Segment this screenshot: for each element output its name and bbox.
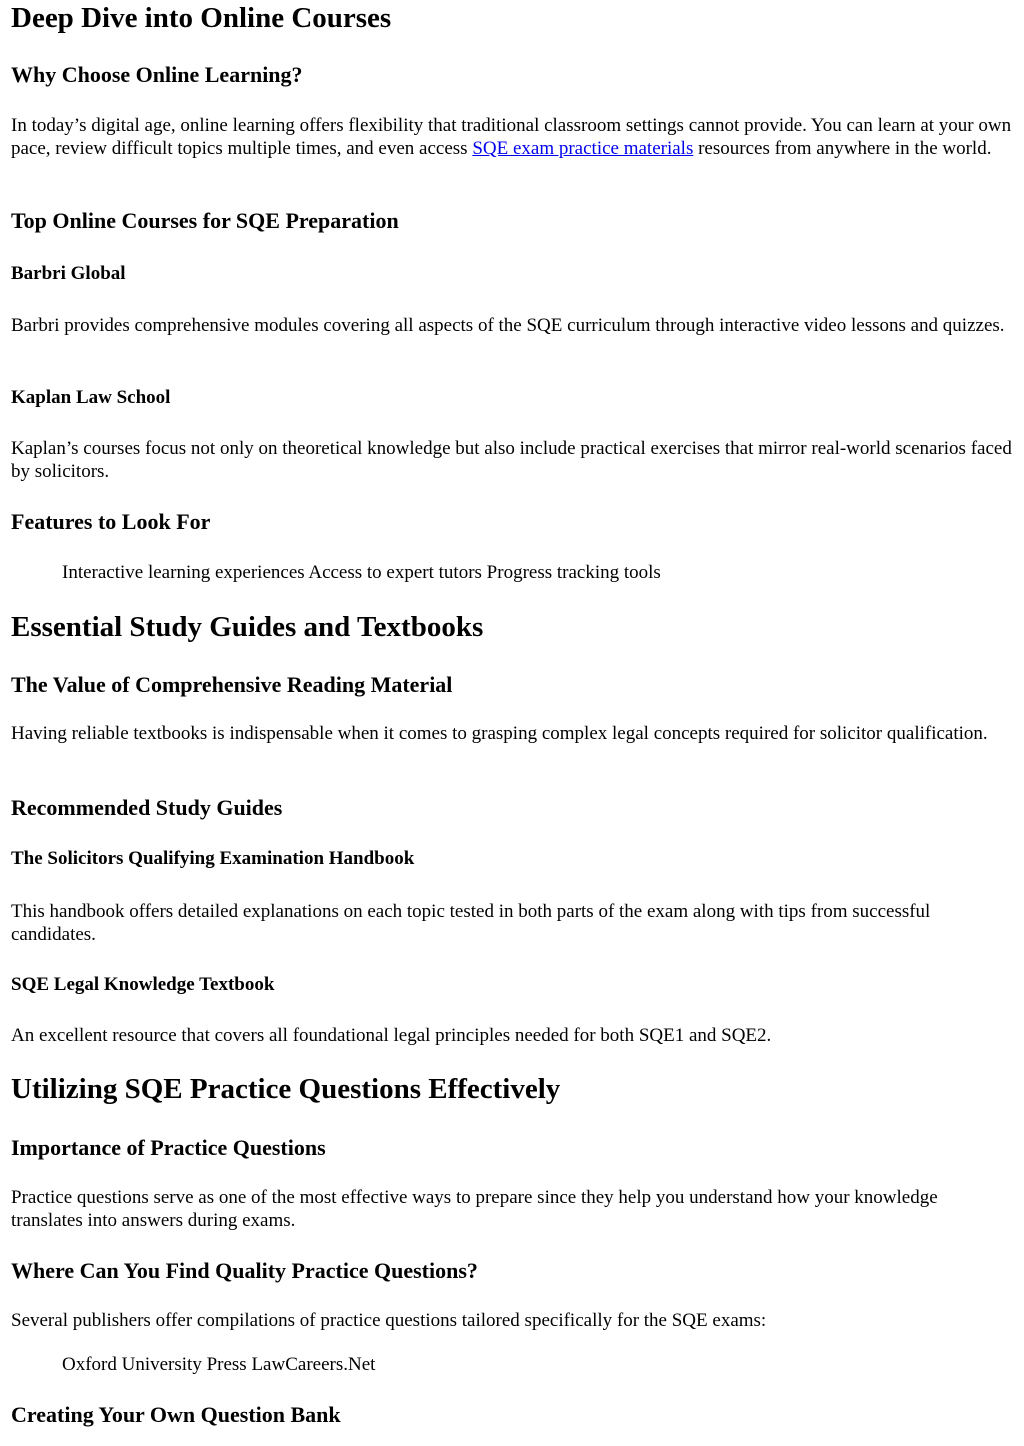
heading-recommended-study-guides: Recommended Study Guides (11, 795, 283, 820)
heading-where-find-questions: Where Can You Find Quality Practice Questions? (11, 1258, 478, 1283)
publishers-list: Oxford University Press LawCareers.Net (62, 1354, 376, 1375)
features-list: Interactive learning experiences Access to expert tutors Progress tracking tools (62, 562, 661, 583)
heading-creating-question-bank: Creating Your Own Question Bank (11, 1402, 341, 1427)
heading-importance-of-practice: Importance of Practice Questions (11, 1135, 326, 1160)
section-title-practice-questions: Utilizing SQE Practice Questions Effectively (11, 1073, 561, 1105)
sqe-practice-materials-link[interactable]: SQE exam practice materials (472, 138, 694, 159)
heading-sqe-legal-knowledge-textbook: SQE Legal Knowledge Textbook (11, 974, 275, 995)
section-title-online-courses: Deep Dive into Online Courses (11, 2, 392, 34)
paragraph-value-reading: Having reliable textbooks is indispensable when it comes to grasping complex legal concepts required for solicitor qualification. (11, 723, 988, 744)
section-title-study-guides: Essential Study Guides and Textbooks (11, 611, 484, 643)
heading-sqe-handbook: The Solicitors Qualifying Examination Handbook (11, 848, 415, 869)
paragraph-textbook: An excellent resource that covers all foundational legal principles needed for both SQE1 and SQE2. (11, 1025, 772, 1046)
heading-features-to-look-for: Features to Look For (11, 509, 211, 534)
paragraph-where-find: Several publishers offer compilations of practice questions tailored specifically for the SQE exams: (11, 1310, 767, 1331)
text-before-link: In today’s digital age, online learning offers flexibility that traditional classroom settings cannot provide. You can learn at your own pace, review difficult topics multiple times, and even access (11, 115, 1012, 159)
paragraph-kaplan: Kaplan’s courses focus not only on theoretical knowledge but also include practical exercises that mirror real-world scenarios faced by solicitors. (11, 438, 1012, 482)
heading-kaplan-law-school: Kaplan Law School (11, 387, 171, 408)
text-after-link: resources from anywhere in the world. (693, 138, 992, 159)
paragraph-barbri: Barbri provides comprehensive modules covering all aspects of the SQE curriculum through interactive video lessons and quizzes. (11, 315, 1005, 336)
heading-why-online-learning: Why Choose Online Learning? (11, 62, 303, 87)
heading-top-online-courses: Top Online Courses for SQE Preparation (11, 208, 399, 233)
heading-value-of-reading-material: The Value of Comprehensive Reading Material (11, 672, 453, 697)
paragraph-handbook: This handbook offers detailed explanations on each topic tested in both parts of the exam along with tips from successful candidates. (11, 901, 931, 945)
paragraph-why-online-learning (11, 114, 1013, 160)
paragraph-importance-practice: Practice questions serve as one of the most effective ways to prepare since they help you understand how your knowledge translates into answers during exams. (11, 1187, 938, 1231)
heading-barbri-global: Barbri Global (11, 263, 126, 284)
